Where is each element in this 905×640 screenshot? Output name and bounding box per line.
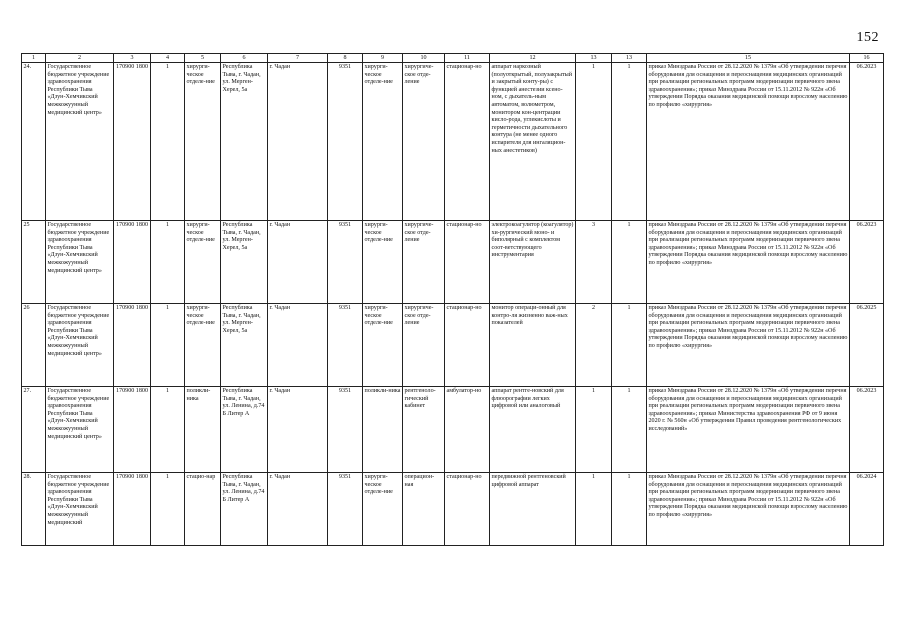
table-row (22, 221, 884, 304)
date-cell: 06.2024 (850, 473, 884, 546)
city-cell: г. Чадан (268, 473, 328, 546)
organization-cell: Государственное бюджетное учреждение здравоохранения Республики Тыва «Дзун-Хемчикский межкожуунный медицинский центр» (46, 387, 114, 473)
basis-cell: приказ Минздрава России от 28.12.2020 № 1379н «Об утверждении перечня оборудования для оснащения и переоснащения медицинских организаций при реализации региональных программ модернизации первичного звена здравоохранения»; приказ Минздрава России от 15.11.2012 № 922н «Об утверждении Порядка оказания медицинской помощи взрослому населению по профилю «хирургия» (647, 473, 850, 546)
count-cell: 1 (151, 304, 185, 387)
table-row (22, 387, 884, 473)
code-cell: 9351 (328, 221, 363, 304)
column-number: 6 (221, 54, 268, 63)
code-cell: 9351 (328, 304, 363, 387)
organization-cell: Государственное бюджетное учреждение здравоохранения Республики Тыва «Дзун-Хемчикский межкожуунный медицинский центр» (46, 304, 114, 387)
equipment-cell: электрокоагулятор (коагулятор) хи-рургический моно- и биполярный с комплектом соот-ветствующего инструментария (490, 221, 576, 304)
quantity-cell: 1 (612, 304, 647, 387)
unit-cell: поликли-ника (363, 387, 403, 473)
care-type-cell: стационар-но (445, 304, 490, 387)
equipment-cell: аппарат рентге-новский для флюорографии легких цифровой или аналоговый (490, 387, 576, 473)
address-cell: Республика Тыва, г. Чадан, ул. Мерген-Херел, 5а (221, 63, 268, 221)
code-cell: 170900 1800 (114, 221, 151, 304)
address-cell: Республика Тыва, г. Чадан, ул. Мерген-Херел, 5а (221, 221, 268, 304)
column-number: 5 (185, 54, 221, 63)
subunit-cell: хирургиче-ское отде-ление (403, 63, 445, 221)
table-row (22, 473, 884, 546)
page-number: 152 (856, 30, 879, 45)
column-number: 2 (46, 54, 114, 63)
equipment-cell: монитор операци-онный для контро-ля жизненно важ-ных показателей (490, 304, 576, 387)
count-cell: 1 (151, 473, 185, 546)
count-cell: 1 (151, 387, 185, 473)
row-number: 25 (22, 221, 46, 304)
code-cell: 170900 1800 (114, 63, 151, 221)
department-cell: поликли-ника (185, 387, 221, 473)
code-cell: 170900 1800 (114, 387, 151, 473)
organization-cell: Государственное бюджетное учреждение здравоохранения Республики Тыва «Дзун-Хемчикский межкожуунный медицинский (46, 473, 114, 546)
subunit-cell: операцион-ная (403, 473, 445, 546)
basis-cell: приказ Минздрава России от 28.12.2020 № 1379н «Об утверждении перечня оборудования для оснащения и переоснащения медицинских организаций при реализации региональных программ модернизации первичного звена здравоохранения»; приказ Минздрава России от 15.11.2012 № 922н «Об утверждении Порядка оказания медицинской помощи взрослому населению по профилю «хирургия» (647, 304, 850, 387)
unit-cell: хирурги-ческое отделе-ние (363, 221, 403, 304)
city-cell: г. Чадан (268, 221, 328, 304)
column-number: 15 (647, 54, 850, 63)
quantity-cell: 1 (612, 387, 647, 473)
equipment-cell: аппарат наркозный (полуоткрытый, полузакрытый и закрытый конту-ры) с функцией анестезии ксено-ном, с дыхатель-ным автоматом, волюметром, монитором кон-центрации кисло-рода, углекислоты и герметичности дыхательного контура (не менее одного испарителя для ингаляцион-ных анестетиков) (490, 63, 576, 221)
row-number: 24. (22, 63, 46, 221)
column-number: 4 (151, 54, 185, 63)
address-cell: Республика Тыва, г. Чадан, ул. Мерген-Херел, 5а (221, 304, 268, 387)
code-cell: 170900 1800 (114, 473, 151, 546)
row-number: 26 (22, 304, 46, 387)
quantity-cell: 1 (612, 473, 647, 546)
basis-cell: приказ Минздрава России от 28.12.2020 № 1379н «Об утверждении перечня оборудования для оснащения и переоснащения медицинских организаций при реализации региональных программ модернизации первичного звена здравоохранения»; приказ Минздрава России от 15.11.2012 № 922н «Об утверждении Порядка оказания медицинской помощи взрослому населению по профилю «хирургия» (647, 63, 850, 221)
quantity-cell: 3 (576, 221, 612, 304)
date-cell: 06.2025 (850, 304, 884, 387)
column-number: 13 (612, 54, 647, 63)
unit-cell: хирурги-ческое отделе-ние (363, 473, 403, 546)
code-cell: 9351 (328, 387, 363, 473)
date-cell: 06.2023 (850, 63, 884, 221)
department-cell: хирурги-ческое отделе-ние (185, 304, 221, 387)
care-type-cell: амбулатор-но (445, 387, 490, 473)
care-type-cell: стационар-но (445, 63, 490, 221)
column-number: 1 (22, 54, 46, 63)
subunit-cell: рентгеноло-гический кабинет (403, 387, 445, 473)
quantity-cell: 1 (612, 63, 647, 221)
city-cell: г. Чадан (268, 387, 328, 473)
column-number: 13 (576, 54, 612, 63)
table-row (22, 63, 884, 221)
count-cell: 1 (151, 63, 185, 221)
table-row (22, 304, 884, 387)
subunit-cell: хирургиче-ское отде-ление (403, 304, 445, 387)
quantity-cell: 1 (576, 473, 612, 546)
equipment-cell: передвижной рентгеновский цифровой аппарат (490, 473, 576, 546)
equipment-table (21, 53, 884, 546)
organization-cell: Государственное бюджетное учреждение здравоохранения Республики Тыва «Дзун-Хемчикский межкожуунный медицинский центр» (46, 63, 114, 221)
column-number: 11 (445, 54, 490, 63)
column-number: 8 (328, 54, 363, 63)
code-cell: 9351 (328, 63, 363, 221)
care-type-cell: стационар-но (445, 221, 490, 304)
basis-cell: приказ Минздрава России от 28.12.2020 № 1379н «Об утверждении перечня оборудования для оснащения и переоснащения медицинских организаций при реализации региональных программ модернизации первичного звена здравоохранения»; приказ Минздрава России от 15.11.2012 № 922н «Об утверждении Порядка оказания медицинской помощи взрослому населению по профилю «хирургия» (647, 221, 850, 304)
quantity-cell: 1 (576, 63, 612, 221)
department-cell: стацио-нар (185, 473, 221, 546)
column-number: 9 (363, 54, 403, 63)
column-number: 16 (850, 54, 884, 63)
basis-cell: приказ Минздрава России от 28.12.2020 № 1379н «Об утверждении перечня оборудования для оснащения и переоснащения медицинских организаций при реализации региональных программ модернизации первичного звена здравоохранения»; приказ Министерства здравоохранения РФ от 9 июня 2020 г. № 560н «Об утверждении Правил проведения рентгенологических исследований» (647, 387, 850, 473)
subunit-cell: хирургиче-ское отде-ление (403, 221, 445, 304)
column-number-row (22, 54, 884, 63)
code-cell: 9351 (328, 473, 363, 546)
organization-cell: Государственное бюджетное учреждение здравоохранения Республики Тыва «Дзун-Хемчикский межкожуунный медицинский центр» (46, 221, 114, 304)
department-cell: хирурги-ческое отделе-ние (185, 63, 221, 221)
care-type-cell: стационар-но (445, 473, 490, 546)
column-number: 10 (403, 54, 445, 63)
unit-cell: хирурги-ческое отделе-ние (363, 63, 403, 221)
column-number: 12 (490, 54, 576, 63)
date-cell: 06.2023 (850, 387, 884, 473)
row-number: 27. (22, 387, 46, 473)
column-number: 3 (114, 54, 151, 63)
quantity-cell: 1 (576, 387, 612, 473)
address-cell: Республика Тыва, г. Чадан, ул. Ленина, д.74 Б Литер А (221, 387, 268, 473)
unit-cell: хирурги-ческое отделе-ние (363, 304, 403, 387)
date-cell: 06.2023 (850, 221, 884, 304)
code-cell: 170900 1800 (114, 304, 151, 387)
city-cell: г. Чадан (268, 63, 328, 221)
department-cell: хирурги-ческое отделе-ние (185, 221, 221, 304)
city-cell: г. Чадан (268, 304, 328, 387)
quantity-cell: 1 (612, 221, 647, 304)
count-cell: 1 (151, 221, 185, 304)
column-number: 7 (268, 54, 328, 63)
address-cell: Республика Тыва, г. Чадан, ул. Ленина, д.74 Б Литер А (221, 473, 268, 546)
row-number: 28. (22, 473, 46, 546)
quantity-cell: 2 (576, 304, 612, 387)
